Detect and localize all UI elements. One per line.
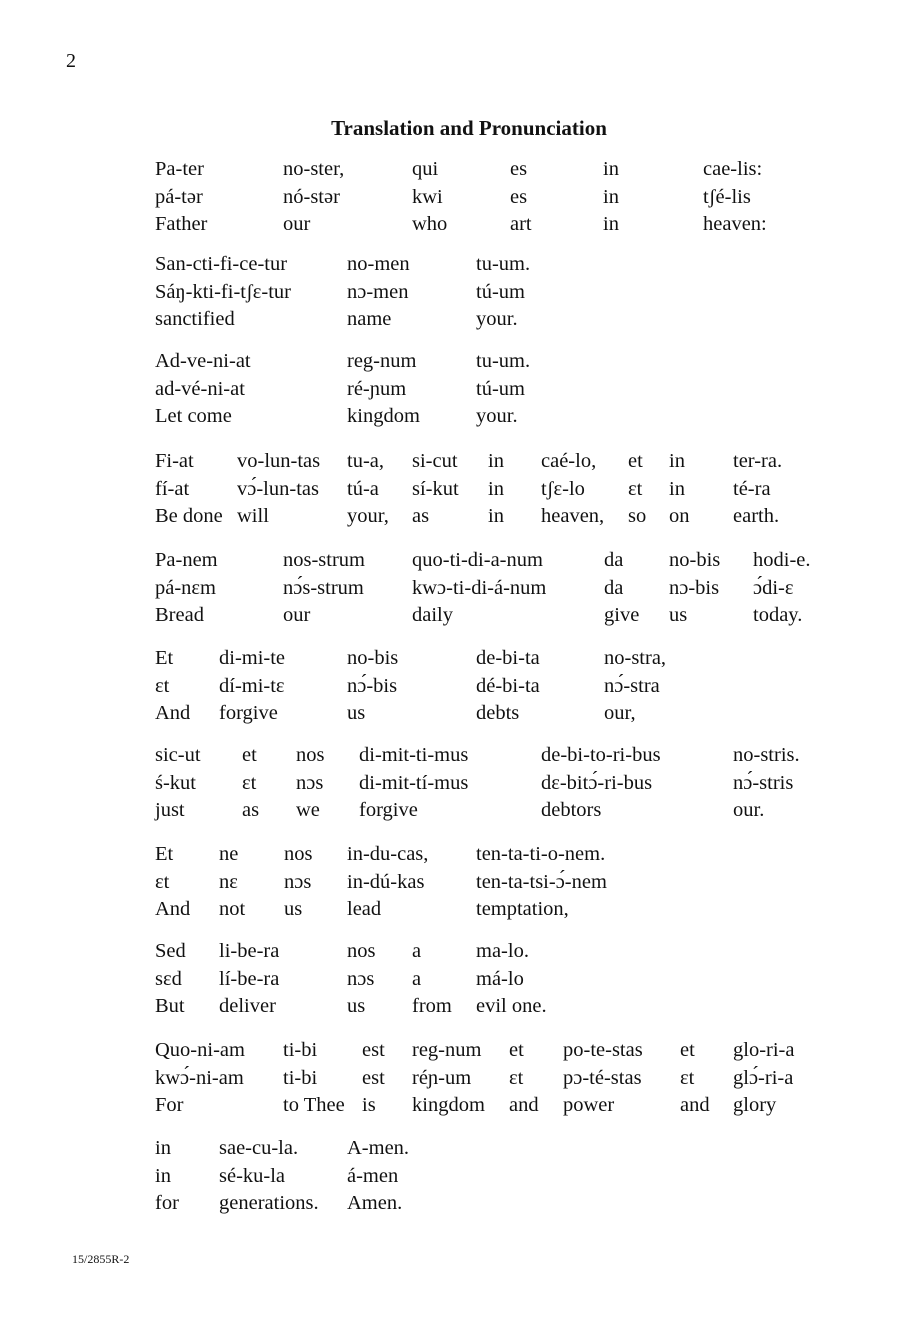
latin-word: Ad-ve-ni-at	[155, 350, 251, 372]
ipa-line	[0, 184, 900, 211]
english-word: to Thee	[283, 1094, 345, 1116]
latin-word: reg-num	[347, 350, 417, 372]
ipa-word: da	[604, 576, 624, 599]
english-word: our	[283, 213, 311, 235]
catalog-number: 15/2855R-2	[72, 1252, 130, 1266]
english-word: daily	[412, 604, 453, 626]
latin-word: tu-um.	[476, 350, 531, 372]
english-word: art	[510, 213, 532, 235]
english-word: on	[669, 505, 690, 527]
english-line	[0, 503, 900, 530]
ipa-word: dé-bi-ta	[476, 674, 540, 697]
ipa-line	[0, 1065, 900, 1092]
ipa-word: nó-stər	[283, 185, 340, 208]
english-word: But	[155, 995, 185, 1017]
latin-word: tu-um.	[476, 253, 531, 275]
latin-line	[0, 348, 900, 375]
latin-word: po-te-stas	[563, 1039, 643, 1061]
english-word: And	[155, 898, 191, 920]
latin-word: Pa-nem	[155, 549, 218, 571]
latin-word: A-men.	[347, 1137, 410, 1159]
ipa-word: ɛt	[628, 477, 643, 500]
english-word: our.	[733, 799, 765, 821]
english-line	[0, 896, 900, 923]
english-word: us	[347, 995, 366, 1017]
ipa-word: sé-ku-la	[219, 1164, 286, 1187]
ipa-word: sí-kut	[412, 477, 459, 500]
latin-word: tu-a,	[347, 450, 384, 472]
latin-word: et	[628, 450, 643, 472]
latin-word: ter-ra.	[733, 450, 783, 472]
latin-word: li-be-ra	[219, 940, 280, 962]
ipa-word: dí-mi-tɛ	[219, 674, 285, 697]
ipa-word: dɛ-bitɔ́-ri-bus	[541, 771, 653, 794]
ipa-word: pá-nɛm	[155, 576, 216, 599]
ipa-word: réɲ-um	[412, 1066, 472, 1089]
latin-word: Quo-ni-am	[155, 1039, 245, 1061]
english-word: earth.	[733, 505, 780, 527]
ipa-word: ti-bi	[283, 1066, 318, 1089]
latin-word: no-bis	[347, 647, 399, 669]
latin-line	[0, 251, 900, 278]
ipa-word: nɔ́-stris	[733, 771, 794, 794]
page-title: Translation and Pronunciation	[331, 116, 607, 140]
latin-word: ne	[219, 843, 239, 865]
ipa-word: nɔ-bis	[669, 576, 720, 599]
english-word: forgive	[219, 702, 278, 724]
english-word: Bread	[155, 604, 204, 626]
ipa-word: nɔ-men	[347, 280, 409, 303]
ipa-line	[0, 476, 900, 503]
english-word: kingdom	[412, 1094, 485, 1116]
english-word: Be done	[155, 505, 223, 527]
latin-word: a	[412, 940, 422, 962]
english-word: And	[155, 702, 191, 724]
latin-word: in-du-cas,	[347, 843, 429, 865]
latin-word: vo-lun-tas	[237, 450, 321, 472]
latin-word: glo-ri-a	[733, 1039, 795, 1061]
ipa-word: tú-a	[347, 477, 379, 500]
latin-line	[0, 841, 900, 868]
english-word: temptation,	[476, 898, 569, 920]
english-word: as	[412, 505, 430, 527]
latin-word: no-ster,	[283, 158, 345, 180]
latin-word: in	[488, 450, 504, 472]
english-word: Amen.	[347, 1192, 403, 1214]
latin-line	[0, 645, 900, 672]
latin-word: in	[155, 1137, 171, 1159]
ipa-word: in	[603, 185, 619, 208]
latin-word: nos	[284, 843, 313, 865]
ipa-line	[0, 673, 900, 700]
ipa-word: in	[155, 1164, 171, 1187]
english-line	[0, 211, 900, 238]
ipa-word: a	[412, 967, 422, 990]
latin-word: nos	[347, 940, 376, 962]
ipa-word: pɔ-té-stas	[563, 1066, 642, 1089]
english-word: forgive	[359, 799, 418, 821]
latin-word: de-bi-to-ri-bus	[541, 744, 661, 766]
latin-word: et	[680, 1039, 695, 1061]
ipa-word: lí-be-ra	[219, 967, 280, 990]
latin-word: di-mi-te	[219, 647, 286, 669]
english-word: glory	[733, 1094, 777, 1116]
latin-line	[0, 742, 900, 769]
english-word: and	[509, 1094, 539, 1116]
latin-word: de-bi-ta	[476, 647, 540, 669]
latin-word: Fi-at	[155, 450, 194, 472]
latin-word: sae-cu-la.	[219, 1137, 299, 1159]
latin-line	[0, 547, 900, 574]
ipa-word: nɔs	[296, 771, 324, 794]
ipa-word: ɛt	[680, 1066, 695, 1089]
latin-word: Sed	[155, 940, 186, 962]
latin-word: da	[604, 549, 624, 571]
ipa-word: in	[669, 477, 685, 500]
ipa-word: nɔs	[347, 967, 375, 990]
english-word: will	[237, 505, 269, 527]
english-word: in	[603, 213, 619, 235]
latin-word: di-mit-ti-mus	[359, 744, 469, 766]
english-line	[0, 1092, 900, 1119]
ipa-word: ś-kut	[155, 771, 196, 794]
english-word: your,	[347, 505, 389, 527]
latin-word: ten-ta-ti-o-nem.	[476, 843, 606, 865]
ipa-word: in-dú-kas	[347, 870, 425, 893]
ipa-word: té-ra	[733, 477, 771, 500]
english-word: as	[242, 799, 260, 821]
english-word: who	[412, 213, 448, 235]
ipa-word: nɔ́-bis	[347, 674, 398, 697]
english-word: generations.	[219, 1192, 319, 1214]
english-word: debts	[476, 702, 520, 724]
ipa-word: kwi	[412, 185, 443, 208]
ipa-word: kwɔ-ti-di-á-num	[412, 576, 547, 599]
latin-line	[0, 448, 900, 475]
ipa-word: Sáŋ-kti-fi-tʃɛ-tur	[155, 280, 292, 303]
latin-word: Et	[155, 843, 174, 865]
english-word: sanctified	[155, 308, 235, 330]
latin-word: San-cti-fi-ce-tur	[155, 253, 288, 275]
english-word: us	[347, 702, 366, 724]
latin-word: no-stra,	[604, 647, 667, 669]
latin-word: no-bis	[669, 549, 721, 571]
latin-word: ma-lo.	[476, 940, 529, 962]
ipa-word: ré-ɲum	[347, 377, 407, 400]
english-word: our,	[604, 702, 636, 724]
english-word: power	[563, 1094, 615, 1116]
latin-line	[0, 156, 900, 183]
ipa-word: ad-vé-ni-at	[155, 377, 245, 400]
latin-word: no-stris.	[733, 744, 800, 766]
english-word: us	[284, 898, 303, 920]
latin-line	[0, 1135, 900, 1162]
ipa-word: est	[362, 1066, 385, 1089]
ipa-word: tú-um	[476, 280, 525, 303]
latin-word: qui	[412, 158, 439, 180]
ipa-line	[0, 966, 900, 993]
english-word: give	[604, 604, 640, 626]
english-word: debtors	[541, 799, 602, 821]
english-word: we	[296, 799, 320, 821]
english-line	[0, 602, 900, 629]
latin-word: reg-num	[412, 1039, 482, 1061]
english-word: and	[680, 1094, 710, 1116]
english-word: from	[412, 995, 452, 1017]
latin-word: et	[509, 1039, 524, 1061]
ipa-word: es	[510, 185, 528, 208]
latin-word: no-men	[347, 253, 410, 275]
ipa-word: ɔ́di-ɛ	[753, 576, 794, 599]
ipa-word: ɛt	[155, 870, 170, 893]
english-line	[0, 993, 900, 1020]
ipa-word: nɔs	[284, 870, 312, 893]
page-number: 2	[66, 50, 76, 72]
ipa-word: nɔ́s-strum	[283, 576, 364, 599]
ipa-line	[0, 869, 900, 896]
english-word: is	[362, 1094, 376, 1116]
english-word: lead	[347, 898, 382, 920]
latin-word: caé-lo,	[541, 450, 597, 472]
latin-word: nos	[296, 744, 325, 766]
latin-word: ti-bi	[283, 1039, 318, 1061]
latin-word: est	[362, 1039, 385, 1061]
ipa-word: nɔ́-stra	[604, 674, 660, 697]
ipa-line	[0, 575, 900, 602]
latin-line	[0, 938, 900, 965]
latin-word: in	[603, 158, 619, 180]
english-word: in	[488, 505, 504, 527]
ipa-word: ɛt	[242, 771, 257, 794]
ipa-word: vɔ́-lun-tas	[237, 477, 319, 500]
ipa-word: ten-ta-tsi-ɔ́-nem	[476, 870, 607, 893]
latin-word: Pa-ter	[155, 158, 204, 180]
latin-word: sic-ut	[155, 744, 201, 766]
latin-word: nos-strum	[283, 549, 365, 571]
ipa-line	[0, 1163, 900, 1190]
english-word: not	[219, 898, 246, 920]
english-word: evil one.	[476, 995, 547, 1017]
english-line	[0, 1190, 900, 1217]
english-line	[0, 797, 900, 824]
ipa-line	[0, 279, 900, 306]
ipa-word: pá-tər	[155, 185, 203, 208]
ipa-word: nɛ	[219, 870, 238, 893]
latin-word: cae-lis:	[703, 158, 763, 180]
ipa-line	[0, 376, 900, 403]
ipa-word: fí-at	[155, 477, 190, 500]
latin-line	[0, 1037, 900, 1064]
latin-word: in	[669, 450, 685, 472]
english-word: your.	[476, 308, 518, 330]
ipa-word: di-mit-tí-mus	[359, 771, 469, 794]
latin-word: Et	[155, 647, 174, 669]
english-word: deliver	[219, 995, 276, 1017]
english-word: For	[155, 1094, 184, 1116]
english-word: name	[347, 308, 392, 330]
english-word: Let come	[155, 405, 232, 427]
ipa-word: á-men	[347, 1164, 399, 1187]
english-word: today.	[753, 604, 803, 626]
english-word: for	[155, 1192, 179, 1214]
ipa-word: sɛd	[155, 967, 182, 990]
english-line	[0, 306, 900, 333]
english-word: your.	[476, 405, 518, 427]
ipa-word: tʃɛ-lo	[541, 477, 585, 500]
english-word: so	[628, 505, 647, 527]
ipa-word: má-lo	[476, 967, 524, 990]
ipa-word: tʃé-lis	[703, 185, 751, 208]
ipa-word: in	[488, 477, 504, 500]
latin-word: es	[510, 158, 528, 180]
english-word: Father	[155, 213, 208, 235]
english-word: us	[669, 604, 688, 626]
english-word: heaven:	[703, 213, 767, 235]
english-line	[0, 700, 900, 727]
ipa-word: ɛt	[155, 674, 170, 697]
ipa-line	[0, 770, 900, 797]
latin-word: hodi-e.	[753, 549, 811, 571]
english-word: kingdom	[347, 405, 420, 427]
ipa-word: glɔ́-ri-a	[733, 1066, 794, 1089]
english-word: just	[155, 799, 185, 821]
ipa-word: kwɔ́-ni-am	[155, 1066, 244, 1089]
latin-word: quo-ti-di-a-num	[412, 549, 543, 571]
latin-word: et	[242, 744, 257, 766]
english-line	[0, 403, 900, 430]
english-word: heaven,	[541, 505, 605, 527]
ipa-word: tú-um	[476, 377, 525, 400]
latin-word: si-cut	[412, 450, 458, 472]
ipa-word: ɛt	[509, 1066, 524, 1089]
english-word: our	[283, 604, 311, 626]
